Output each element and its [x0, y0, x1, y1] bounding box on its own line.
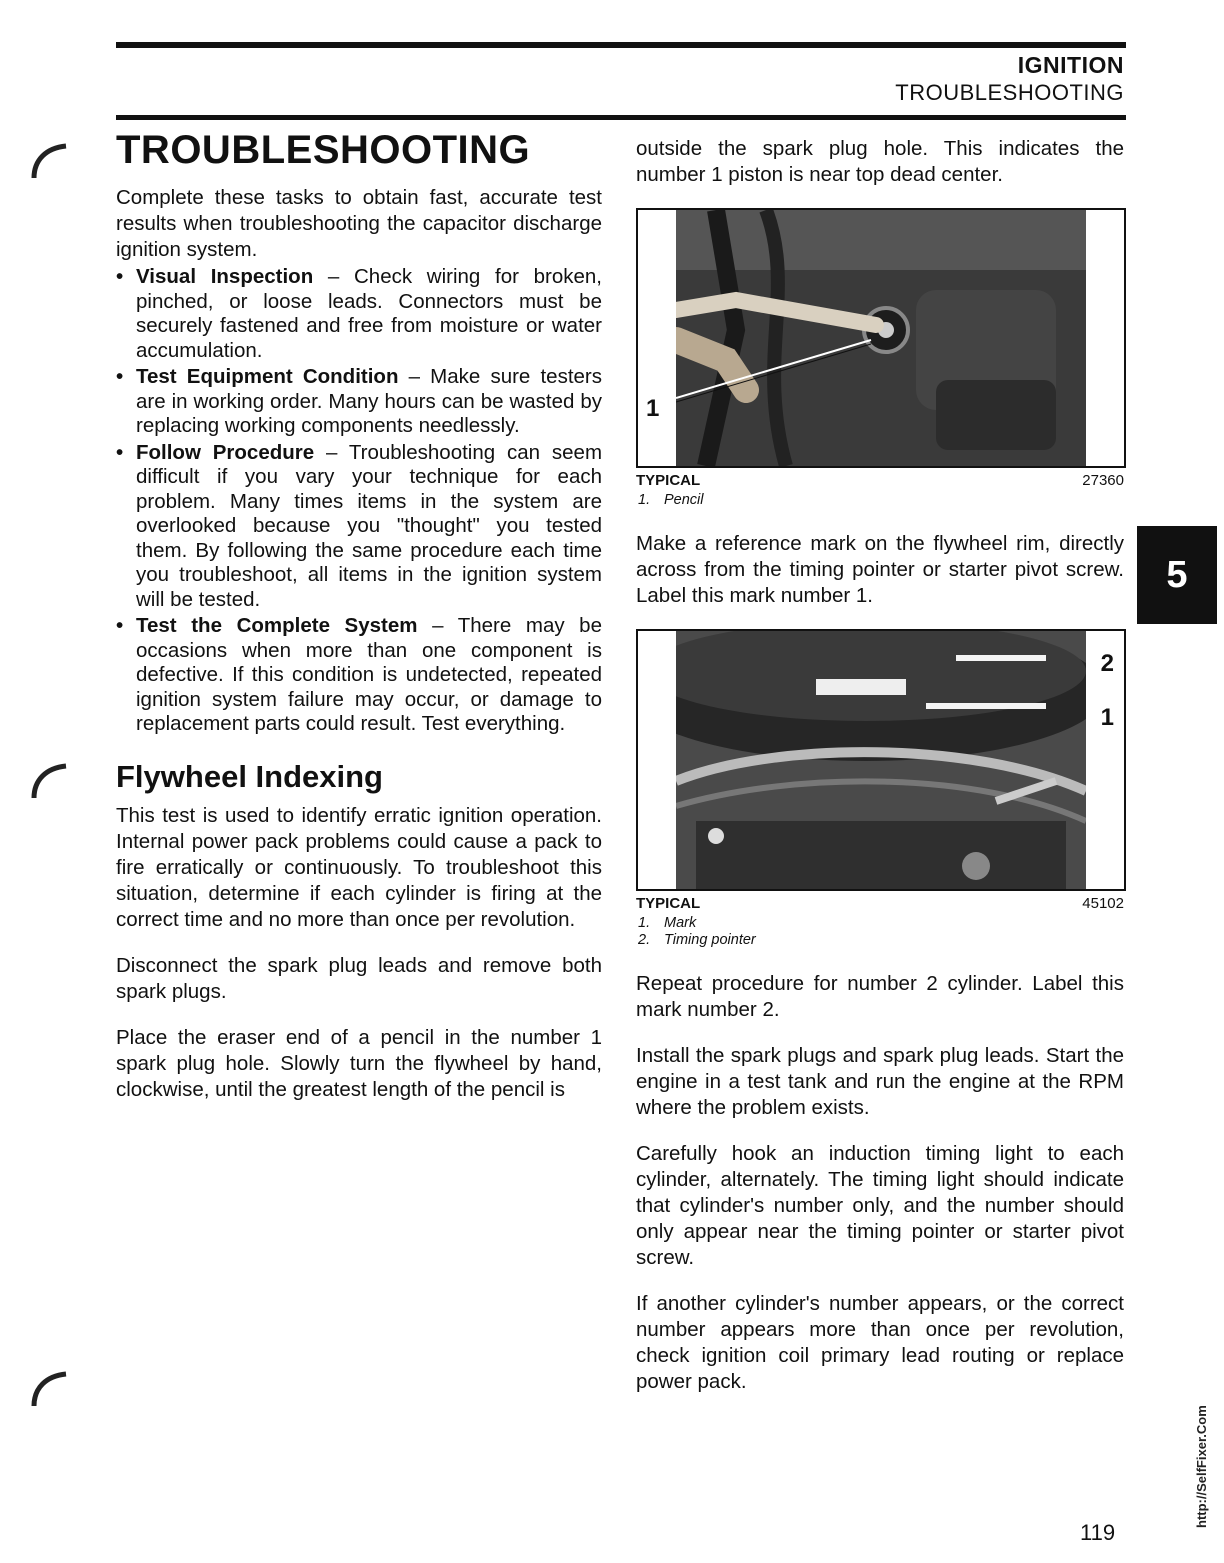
caption-typical: TYPICAL: [636, 472, 701, 489]
figure-pencil-in-spark-plug-hole: [636, 208, 1126, 468]
intro-paragraph: Complete these tasks to obtain fast, accurate test results when troubleshooting the capacitor discharge ignition system.: [116, 186, 602, 261]
body-paragraph: Disconnect the spark plug leads and remove both spark plugs.: [116, 953, 602, 1003]
left-column: [116, 128, 602, 1123]
list-item-term: Test Equipment Condition: [136, 365, 399, 388]
body-paragraph: Place the eraser end of a pencil in the number 1 spark plug hole. Slowly turn the flywheel by hand, clockwise, until the greatest length of the pencil is: [116, 1025, 602, 1101]
list-item-term: Test the Complete System: [136, 614, 418, 637]
body-paragraph: Install the spark plugs and spark plug leads. Start the engine in a test tank and run the engine at the RPM where the problem exists.: [636, 1044, 1124, 1119]
list-item: • Test the Complete System – There may be occasions when more than one component is defective. If this condition is undetected, repeated ignition system failure may occur, or damage to replacement parts could result. Test everything.: [116, 614, 602, 735]
body-paragraph: Carefully hook an induction timing light to each cylinder, alternately. The timing light should indicate that cylinder's number only, and the number should only appear near the timing pointer or starter pivot screw.: [636, 1142, 1124, 1269]
body-paragraph: outside the spark plug hole. This indicates the number 1 piston is near top dead center.: [636, 137, 1124, 186]
caption-legend: [636, 915, 1124, 949]
right-column: [636, 136, 1124, 1415]
body-paragraph: This test is used to identify erratic ignition operation. Internal power pack problems could cause a pack to fire erratically or continuously. To troubleshoot this situation, determine if each cylinder is firing at the correct time and no more than once per revolution.: [116, 803, 602, 931]
figure-margin: [1086, 210, 1124, 466]
list-item-term: Follow Procedure: [136, 440, 315, 464]
caption-legend: [636, 492, 1124, 509]
list-item-text: Check wiring for broken, pinched, or loose leads. Connectors must be securely fastened and free from moisture or water accumulation.: [136, 265, 602, 362]
body-paragraph: If another cylinder's number appears, or the correct number appears more than once per revolution, check ignition coil primary lead routing or replace power pack.: [636, 1292, 1124, 1393]
chapter-tab: 5: [1137, 526, 1217, 624]
watermark: http://SelfFixer.Com: [1194, 1405, 1209, 1528]
figure-margin: [638, 210, 676, 466]
figure-margin: [638, 631, 676, 889]
binder-hole-mark: [30, 140, 70, 180]
figure-callout-timing-pointer: 2: [1100, 650, 1114, 677]
figure-callout-mark: 1: [1100, 704, 1114, 731]
list-item: • Test Equipment Condition – Make sure testers are in working order. Many hours can be wasted by replacing working components needlessly.: [116, 365, 602, 437]
list-item-text: Make sure testers are in working order. Many hours can be wasted by replacing working components needlessly.: [136, 365, 602, 437]
list-item: • Follow Procedure – Troubleshooting can seem difficult if you vary your technique for each problem. Many times items in the system are overlooked because you "thought" you tested them. By following the same procedure each time you troubleshoot, all items in the ignition system will be tested.: [116, 440, 603, 611]
list-item-text: There may be occasions when more than one component is defective. If this condition is undetected, repeated ignition system failure may occur, or damage to replacement parts could result. Test everything.: [136, 614, 602, 735]
caption-figure-code: 45102: [1082, 895, 1124, 912]
binder-hole-mark: [30, 760, 70, 800]
legend-item: 1. Mark: [638, 915, 697, 931]
list-item-term: Visual Inspection: [136, 265, 314, 288]
list-item-text: Troubleshooting can seem difficult if you vary your technique for each problem. Many times items in the system are overlooked because you "thought" you tested them. By following the same procedure each time you troubleshoot, all items in the ignition system will be tested.: [136, 440, 603, 611]
caption-figure-code: 27360: [1082, 472, 1124, 489]
engine-photo: [676, 210, 1086, 466]
list-item: • Visual Inspection – Check wiring for broken, pinched, or loose leads. Connectors must be securely fastened and free from moisture or water accumulation.: [116, 265, 602, 362]
header-section-title: IGNITION: [1017, 52, 1124, 78]
legend-item: 1. Pencil: [638, 492, 704, 508]
task-list: [116, 265, 602, 737]
header-rule-bottom: [116, 115, 1126, 120]
legend-item: 2. Timing pointer: [638, 932, 756, 948]
page-number: 119: [1080, 1520, 1116, 1545]
figure-caption: [636, 895, 1124, 915]
header-subsection-title: TROUBLESHOOTING: [895, 80, 1124, 105]
figure-caption: [636, 472, 1124, 492]
body-paragraph: Repeat procedure for number 2 cylinder. Label this mark number 2.: [636, 972, 1124, 1021]
figure-callout: 1: [646, 395, 660, 422]
header-rule-top: [116, 42, 1126, 48]
page-title: TROUBLESHOOTING: [116, 128, 531, 172]
body-paragraph: Make a reference mark on the flywheel rim, directly across from the timing pointer or starter pivot screw. Label this mark number 1.: [636, 532, 1124, 607]
binder-hole-mark: [30, 1368, 70, 1408]
figure-flywheel-mark: [636, 629, 1126, 891]
section-heading: Flywheel Indexing: [116, 758, 383, 794]
flywheel-photo: [676, 631, 1086, 889]
caption-typical: TYPICAL: [636, 895, 701, 912]
